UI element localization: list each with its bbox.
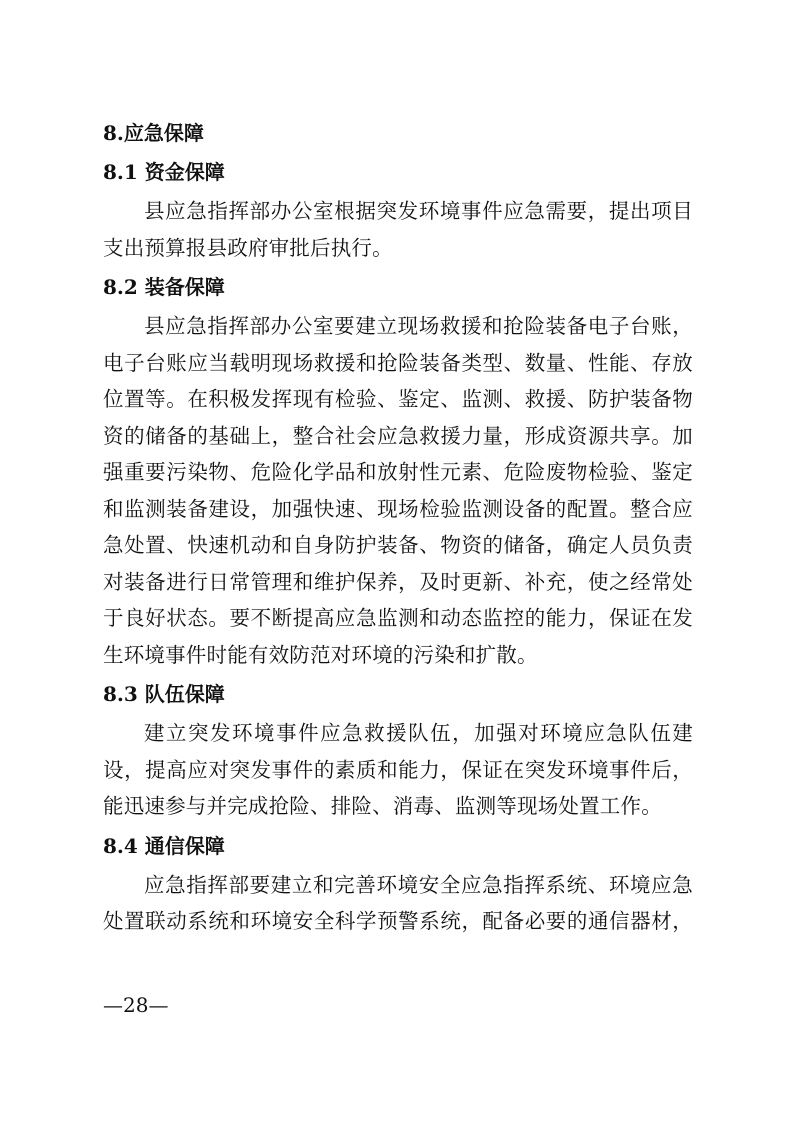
paragraph-line: 县应急指挥部办公室根据突发环境事件应急需要，提出项目 — [144, 199, 693, 223]
paragraph-team — [103, 715, 693, 825]
paragraph-line: 急处置、快速机动和自身防护装备、物资的储备，确定人员负责 — [103, 533, 693, 557]
paragraph-line: 能迅速参与并完成抢险、排险、消毒、监测等现场处置工作。 — [103, 794, 662, 818]
paragraph-line: 应急指挥部要建立和完善环境安全应急指挥系统、环境应急 — [144, 872, 693, 897]
paragraph-line: 和监测装备建设，加强快速、现场检验监测设备的配置。整合应 — [103, 496, 693, 521]
subsection-title-team: 8.3 队伍保障 — [103, 682, 225, 706]
paragraph-line: 生环境事件时能有效防范对环境的污染和扩散。 — [103, 642, 538, 667]
paragraph-line: 强重要污染物、危险化学品和放射性元素、危险废物检验、鉴定 — [103, 460, 693, 484]
document-page — [103, 118, 693, 946]
paragraph-line: 对装备进行日常管理和维护保养，及时更新、补充，使之经常处 — [103, 569, 693, 594]
paragraph-line: 建立突发环境事件应急救援队伍，加强对环境应急队伍建 — [144, 721, 693, 745]
subsection-title-funding: 8.1 资金保障 — [103, 160, 225, 184]
paragraph-line: 位置等。在积极发挥现有检验、鉴定、监测、救援、防护装备物 — [103, 387, 693, 411]
paragraph-funding — [103, 193, 693, 266]
paragraph-line: 县应急指挥部办公室要建立现场救援和抢险装备电子台账， — [144, 314, 693, 338]
paragraph-equipment — [103, 308, 693, 673]
subsection-title-equipment: 8.2 装备保障 — [103, 275, 225, 299]
paragraph-line: 处置联动系统和环境安全科学预警系统，配备必要的通信器材， — [103, 909, 693, 933]
paragraph-line: 设，提高应对突发事件的素质和能力，保证在突发环境事件后， — [103, 757, 693, 782]
paragraph-communication — [103, 867, 693, 940]
paragraph-line: 电子台账应当载明现场救援和抢险装备类型、数量、性能、存放 — [103, 350, 693, 375]
page-number: —28— — [103, 993, 169, 1017]
subsection-title-communication: 8.4 通信保障 — [103, 833, 225, 858]
paragraph-line: 支出预算报县政府审批后执行。 — [103, 235, 393, 260]
paragraph-line: 于良好状态。要不断提高应急监测和动态监控的能力，保证在发 — [103, 606, 693, 630]
paragraph-line: 资的储备的基础上，整合社会应急救援力量，形成资源共享。加 — [103, 423, 693, 448]
section-title: 8.应急保障 — [103, 121, 204, 145]
